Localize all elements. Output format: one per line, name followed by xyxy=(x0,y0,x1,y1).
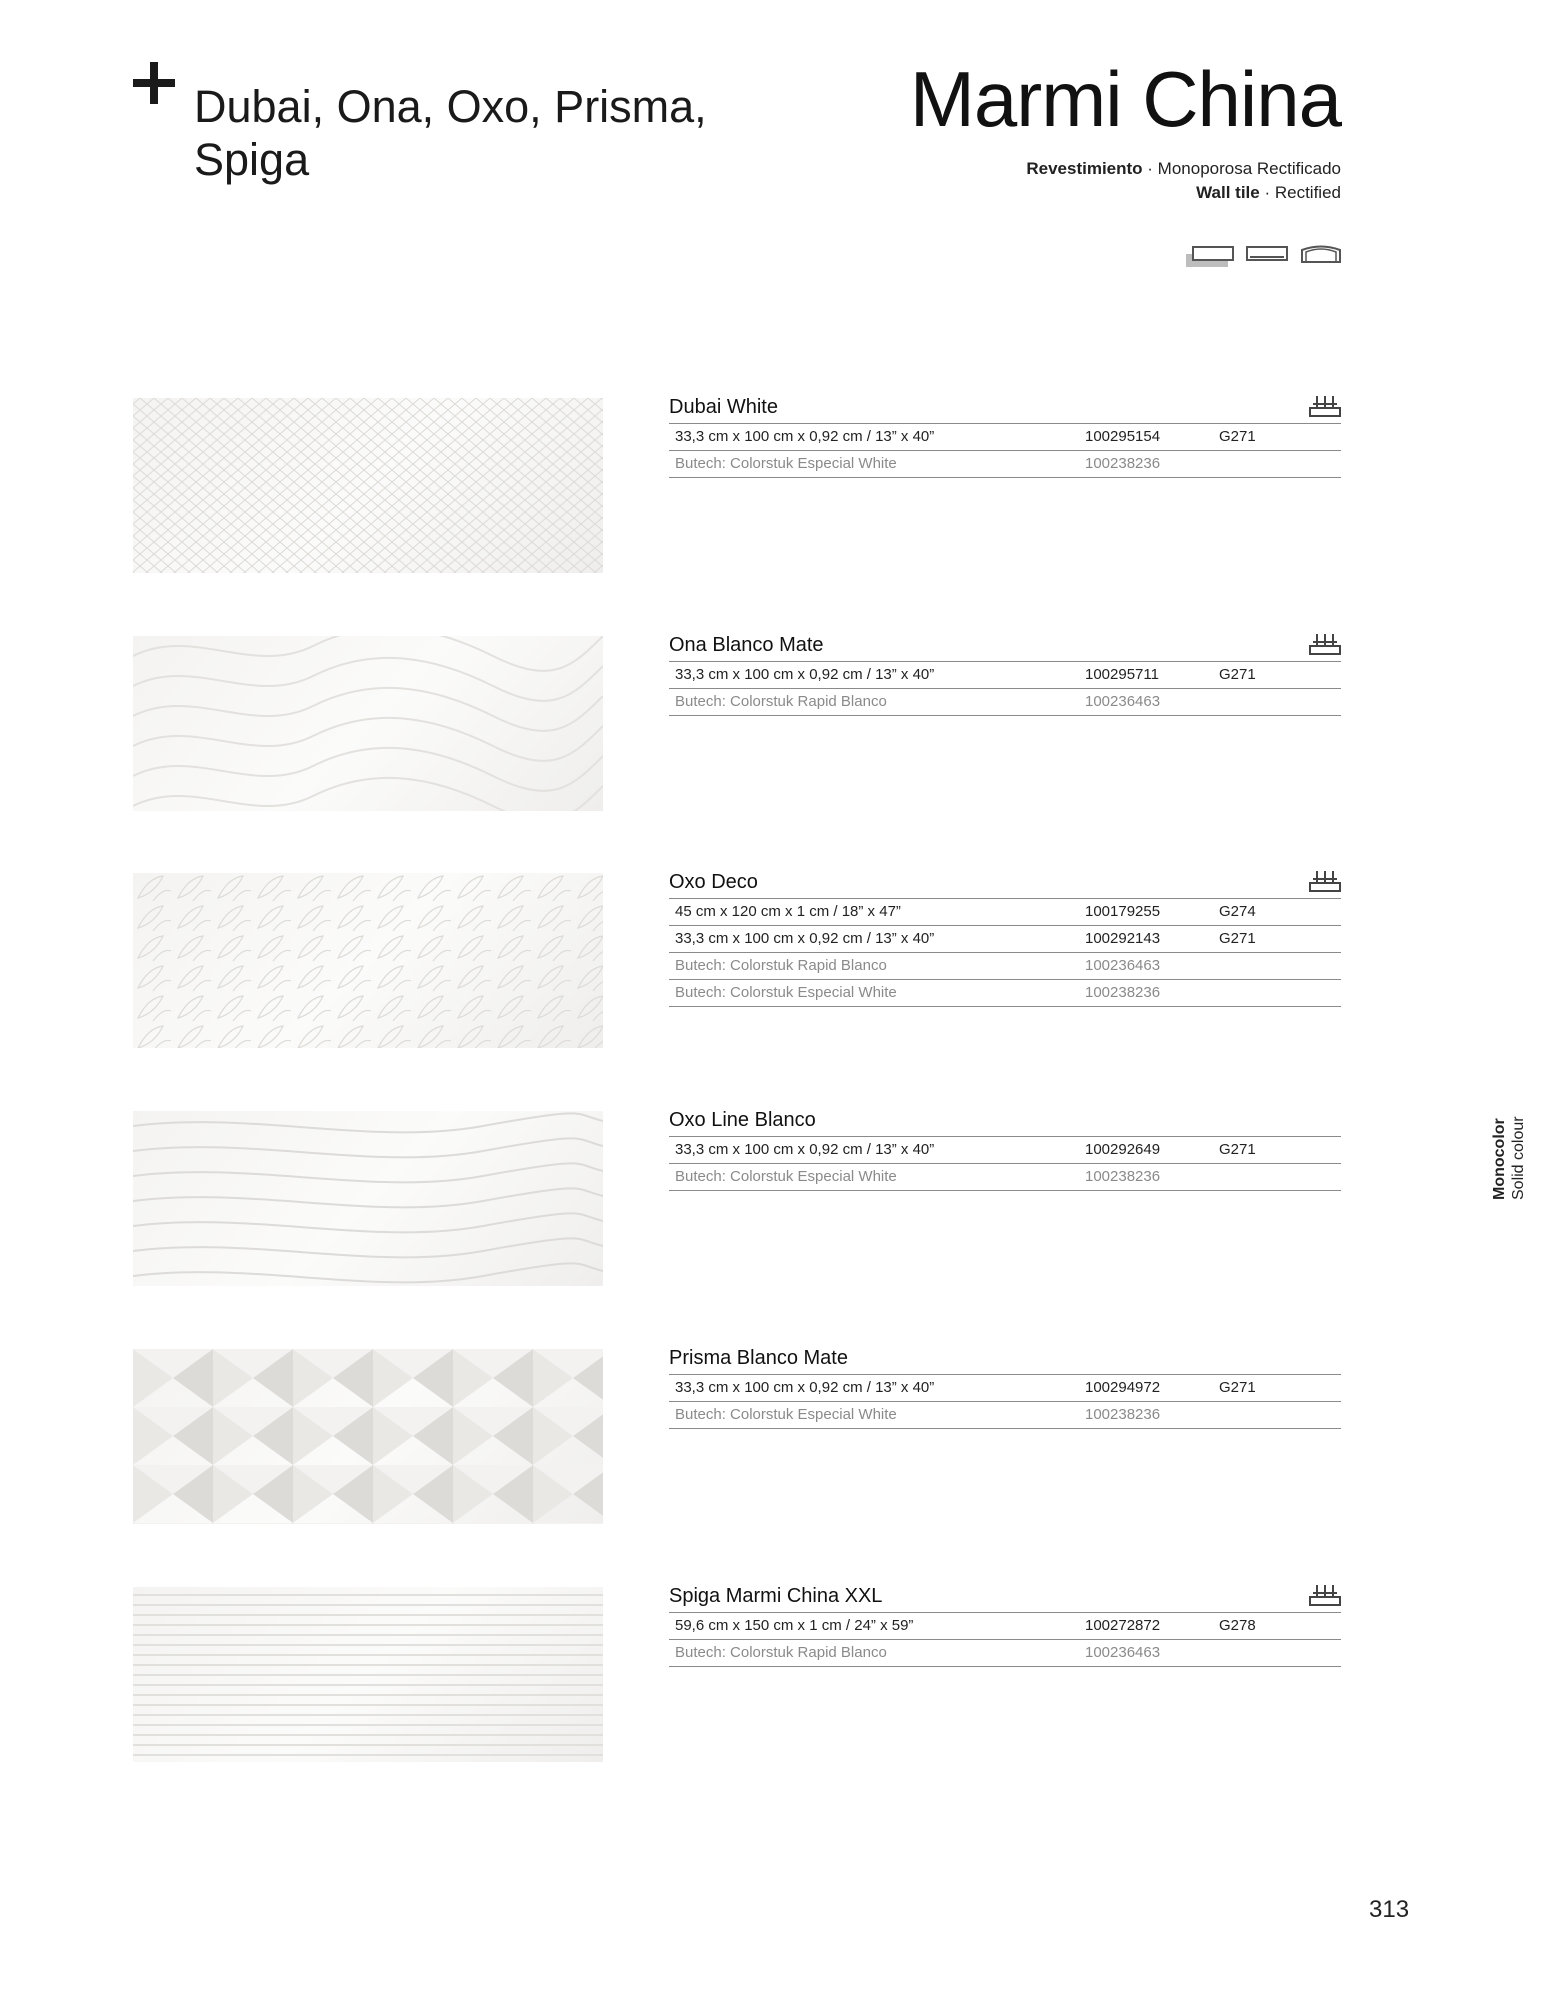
code-cell: 100292649 xyxy=(1085,1141,1161,1158)
grout-row xyxy=(669,450,1341,478)
spec-cell: Butech: Colorstuk Especial White xyxy=(675,1406,897,1423)
spec-cell: 33,3 cm x 100 cm x 0,92 cm / 13” x 40” xyxy=(675,1141,935,1158)
spec-table xyxy=(669,898,1341,1007)
collection-title: Dubai, Ona, Oxo, Prisma, Spiga xyxy=(194,81,707,185)
side-label-en: Solid colour xyxy=(1510,1116,1527,1200)
code-cell: 100236463 xyxy=(1085,693,1161,710)
format-row xyxy=(669,925,1341,952)
code-cell: 100295711 xyxy=(1085,666,1159,683)
spec-cell: 59,6 cm x 150 cm x 1 cm / 24” x 59” xyxy=(675,1617,914,1634)
grout-row xyxy=(669,952,1341,979)
product-item xyxy=(0,1349,1549,1524)
code-cell: 100272872 xyxy=(1085,1617,1161,1634)
spec-cell: Butech: Colorstuk Rapid Blanco xyxy=(675,957,887,974)
spec-cell: Butech: Colorstuk Especial White xyxy=(675,984,897,1001)
spec-cell: 33,3 cm x 100 cm x 0,92 cm / 13” x 40” xyxy=(675,930,935,947)
spec-cell: Butech: Colorstuk Especial White xyxy=(675,455,897,472)
spec-table xyxy=(669,423,1341,478)
spec-cell: Butech: Colorstuk Especial White xyxy=(675,1168,897,1185)
rectified-tile-icon xyxy=(1192,246,1234,261)
subtitle-type-en: Wall tile xyxy=(1196,183,1260,202)
code-cell: 100292143 xyxy=(1085,930,1161,947)
installation-icon xyxy=(1308,1583,1342,1609)
grout-row xyxy=(669,979,1341,1007)
code-cell: 100294972 xyxy=(1085,1379,1161,1396)
installation-icon xyxy=(1308,632,1342,658)
tile-image xyxy=(133,873,603,1048)
code-cell: 100179255 xyxy=(1085,903,1161,920)
code-cell: 100238236 xyxy=(1085,1168,1161,1185)
format-row xyxy=(669,1612,1341,1639)
subtitle-detail-en: · Rectified xyxy=(1264,183,1341,202)
group-cell: G271 xyxy=(1219,1141,1256,1158)
product-item xyxy=(0,1587,1549,1762)
group-cell: G278 xyxy=(1219,1617,1256,1634)
group-cell: G271 xyxy=(1219,428,1256,445)
subtitle-type-es: Revestimiento xyxy=(1026,159,1143,178)
spec-cell: 45 cm x 120 cm x 1 cm / 18” x 47” xyxy=(675,903,901,920)
format-row xyxy=(669,423,1341,450)
spec-table xyxy=(669,1374,1341,1429)
product-name: Oxo Deco xyxy=(669,871,758,893)
installation-icon xyxy=(1308,869,1342,895)
spec-cell: 33,3 cm x 100 cm x 0,92 cm / 13” x 40” xyxy=(675,428,935,445)
group-cell: G271 xyxy=(1219,930,1256,947)
tile-image xyxy=(133,1349,603,1524)
product-name: Prisma Blanco Mate xyxy=(669,1347,848,1369)
format-row xyxy=(669,1136,1341,1163)
group-cell: G271 xyxy=(1219,1379,1256,1396)
product-item xyxy=(0,873,1549,1048)
wall-tile-icon xyxy=(1300,242,1342,264)
grout-row xyxy=(669,688,1341,716)
spec-cell: 33,3 cm x 100 cm x 0,92 cm / 13” x 40” xyxy=(675,666,935,683)
spec-table xyxy=(669,1136,1341,1191)
group-cell: G271 xyxy=(1219,666,1256,683)
grout-row xyxy=(669,1639,1341,1667)
tile-image xyxy=(133,398,603,573)
spec-table xyxy=(669,661,1341,716)
tile-image xyxy=(133,1111,603,1286)
product-name: Dubai White xyxy=(669,396,778,418)
plus-icon xyxy=(133,62,175,104)
group-cell: G274 xyxy=(1219,903,1256,920)
product-item xyxy=(0,1111,1549,1286)
product-item xyxy=(0,636,1549,811)
tile-image xyxy=(133,636,603,811)
subtitle-detail-es: · Monoporosa Rectificado xyxy=(1147,159,1341,178)
code-cell: 100236463 xyxy=(1085,957,1161,974)
code-cell: 100238236 xyxy=(1085,1406,1161,1423)
product-name: Spiga Marmi China XXL xyxy=(669,1585,883,1607)
spec-cell: Butech: Colorstuk Rapid Blanco xyxy=(675,1644,887,1661)
monoporosa-tile-icon xyxy=(1246,246,1288,261)
spec-cell: Butech: Colorstuk Rapid Blanco xyxy=(675,693,887,710)
subtitle xyxy=(1026,157,1341,205)
format-row xyxy=(669,661,1341,688)
code-cell: 100238236 xyxy=(1085,455,1161,472)
code-cell: 100236463 xyxy=(1085,1644,1161,1661)
side-label-es: Monocolor xyxy=(1491,1118,1508,1200)
spec-table xyxy=(669,1612,1341,1667)
format-icons xyxy=(1182,240,1344,270)
brand-title: Marmi China xyxy=(909,55,1341,143)
format-row xyxy=(669,898,1341,925)
tile-image xyxy=(133,1587,603,1762)
code-cell: 100295154 xyxy=(1085,428,1161,445)
grout-row xyxy=(669,1401,1341,1429)
format-row xyxy=(669,1374,1341,1401)
product-name: Ona Blanco Mate xyxy=(669,634,824,656)
product-name: Oxo Line Blanco xyxy=(669,1109,816,1131)
product-item xyxy=(0,398,1549,573)
section-side-label xyxy=(1490,1100,1532,1200)
installation-icon xyxy=(1308,394,1342,420)
spec-cell: 33,3 cm x 100 cm x 0,92 cm / 13” x 40” xyxy=(675,1379,935,1396)
grout-row xyxy=(669,1163,1341,1191)
code-cell: 100238236 xyxy=(1085,984,1161,1001)
page-number: 313 xyxy=(1369,1896,1410,1923)
